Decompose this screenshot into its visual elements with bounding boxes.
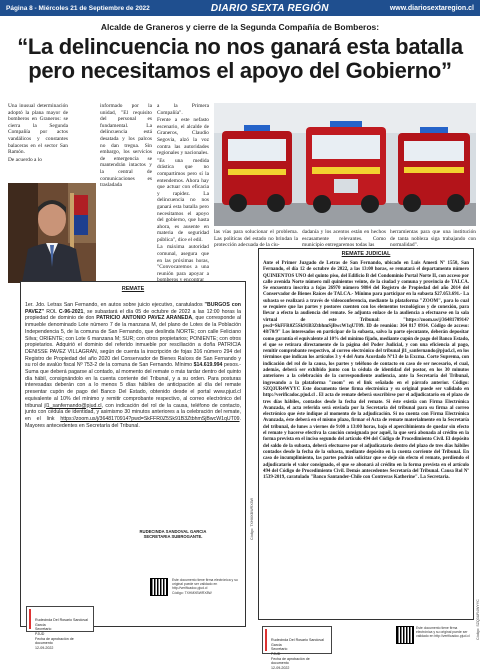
vertical-code: Código: TXHMXBWRX8W bbox=[250, 497, 254, 540]
paragraph: Frente a este nefasto escenario, el alcalde de Graneros, Claudio Segovia, alzó la voz contra las autoridades regionales y nacionales. bbox=[157, 117, 209, 157]
validation-note: Este documento tiene firma electrónica y su original puede ser validado en http://verificadoc.pjud.cl Código: TXHMXBWRX8W bbox=[172, 578, 238, 595]
article-kicker: Alcalde de Graneros y cierre de la Segunda Compañía de Bomberos: bbox=[100, 22, 380, 32]
text: 1er. Jdo. Letras San Fernando, en autos sobre juicio ejecutivo, caratulados bbox=[25, 302, 205, 308]
article-column-5: dadanía y los acentos están en hechos escasamente relevantes. Como municipio entregaremos todas las bbox=[302, 229, 386, 249]
stamp-text: Rudecinda Del Rosario Sandoval Garcia Secretario PJUD Fecha de aprobación de documento 12-09-2022 bbox=[35, 618, 88, 650]
notice-body bbox=[25, 302, 241, 429]
court-email-link[interactable]: jl1_sanfernando@pjud.cl bbox=[44, 402, 102, 409]
signature: RUDECINDA SANDOVAL GARCIA SECRETARIA SUBROGANTE. bbox=[139, 529, 207, 539]
signature-stamp bbox=[262, 626, 332, 670]
stamp-text: Rudecinda Del Rosario Sandoval Garcia Secretario PJUD Fecha de aprobación de documento 12-09-2022 bbox=[271, 638, 324, 670]
text: . Mayores antecedentes en Secretaría del Tribunal. bbox=[25, 415, 241, 429]
vertical-code: Código: SZQ3UR4WYYC bbox=[476, 599, 480, 640]
text: ROL bbox=[43, 308, 59, 315]
case-name: "BURGOS con PAVEZ" bbox=[25, 302, 241, 315]
article-column-3 bbox=[157, 103, 209, 283]
validation-note: Este documento tiene firma electrónica y su original puede ser validado en http://verificadoc.pjud.cl bbox=[416, 626, 470, 639]
paragraph: De acuerdo a lo bbox=[8, 156, 42, 163]
zoom-link[interactable]: https://zoom.us/j/3648170914?pwd=SkFFR0Z5Sk91B3ZtbhmSjBwcW1qUT09 bbox=[60, 415, 240, 422]
page-info: Página 8 - Miércoles 21 de Septiembre de 2022 bbox=[6, 4, 150, 12]
text: pesos.- Suma que deberá pagarse al contado, al momento del remate o más tardar dentro del quinto día hábil, consignándolo en la cuenta corriente del Tribunal, y a su orden. Para posturas interesadas deberán con a lo menos 5 días hábiles de anticipación al día del remate presentar cupón de pago del Banco Del Estado, obtenido desde el portal www.pjud.cl equivalente al 10% del mínimo y remitir comprobante respectivo, al correo electrónico del tribunal bbox=[25, 362, 242, 409]
minimum-amount: $14.619.994 bbox=[193, 362, 223, 369]
article-column-1 bbox=[8, 103, 68, 183]
paragraph: La máxima autoridad comunal, asegura que en las próximas horas, "Convocaremos a una reunión para apoyar a bbox=[157, 244, 209, 277]
paragraph: a la Primera Compañía". bbox=[157, 103, 209, 116]
case-rol: C-96-2021 bbox=[58, 308, 84, 315]
auction-notice-right bbox=[258, 248, 474, 620]
article-column-6: herramientas para que una institución de tanta nobleza siga trabajando con normalidad". bbox=[390, 229, 476, 249]
text: , que corresponde al inmueble denominado Lote número 7 de la manzana M, del plano de Lotes de la Población Independencia 5, de la comuna de San Fernando, que deslinda NORTE; con calle Feliciano Silva; ORIENTE; con Lote 6 manzana M; SUR; con otros propietarios; PONIENTE; con otros propietarios. Adquirió el dominio del referido inmueble por resciliación a doña PATRICIA DENISSE PAVEZ VILLAGRAN, según de cuenta la inscripción de fojas 316 número 294 del Registro de Propiedad del año 2020 del Conservador de Bienes Raíces de San Fernando y su rol de avalúo fiscal Nº 753-2 de la comuna de San Fernando. Mínimo bbox=[25, 315, 241, 369]
text: , se subastará el día 05 de octubre de 2022 a las 12:00 horas la propiedad de dominio de don bbox=[25, 308, 241, 322]
qr-code-icon bbox=[150, 578, 168, 596]
mayor-photo bbox=[8, 183, 96, 283]
auction-notice-left bbox=[20, 281, 246, 627]
article-column-2 bbox=[100, 103, 152, 283]
notice-title: REMATE JUDICIAL bbox=[341, 251, 391, 257]
website-link[interactable]: www.diariosextaregion.cl bbox=[389, 4, 474, 12]
article-headline: “La delincuencia no nos ganará esta batalla pero necesitamos el apoyo del Gobierno” bbox=[17, 34, 463, 83]
stamp-bar bbox=[29, 609, 31, 629]
paragraph: informado por la unidad, "El requisito del personal es fundamental. La delincuencia está desatada y los palcos no dan tregua. Sin embargo, los servicios de emergencia se mantendrán intactos y la central de comunicaciones es trasladada bbox=[100, 103, 152, 189]
paragraph: Una inusual determinación adoptó la plana mayor de bomberos en Graneros: se cierra la Segunda Compañía por actos vandálicos y constantes balaceras en el sector San Ramón. bbox=[8, 103, 68, 156]
page-header bbox=[0, 0, 480, 16]
signature-stamp bbox=[26, 606, 94, 650]
owner-name: PATRICIO ANTONIO PAVEZ ARANEDA bbox=[96, 315, 193, 322]
article-column-4: las vías para solucionar el problema. Las políticas del estado no brindan la protección adecuada de la ciu- bbox=[214, 229, 298, 249]
stamp-bar bbox=[265, 629, 267, 651]
text: , con indicación del rol de la causa, teléfono de contacto, junto con cédula de identidad, y asimismo 30 minutos anteriores a la celebración del remate, en el link bbox=[25, 402, 241, 422]
paragraph: "Es una medida drástica que no compartimos pero sí la entendemos. Ahora hay que actuar con eficacia y rapidez. La delincuencia no nos ganará esta batalla pero necesitamos el apoyo del gobierno, que hasta ahora, es ausente en materia de seguridad pública", dice el edil. bbox=[157, 157, 209, 243]
notice-title: REMATE bbox=[121, 286, 145, 292]
fire-trucks-photo bbox=[214, 103, 476, 226]
notice-body: Ante el Primer Juzgado de Letras de San Fernando, ubicado en Luis Amesti Nº 1550, San Fernando, el día 12 de octubre de 2022, a las 13:00 horas, se rematará el departamento número QUINIENTOS UNO del quinto piso, del Edificio B del Condominio Portal Norte II, con acceso por calle avenida Norte número mil quinientos veinte, de la ciudad y comuna y provincia de TALCA. Se encuentra inscrita a fojas 26970 número 9884 del Registro de Propiedad del año 2014 del Conservador de Bienes Raíces de TALCA.- Mínimo para participar en la subasta $27.053.691.- La subasta se realizará a través de videoconferencia, mediante la plataforma "ZOOM", para lo cual se requiere que las partes y postores cuenten con los elementos tecnológicos y de conexión, para llevar a efecto la audiencia del remate. Se adjunta enlace de la audiencia a efectuarse en la sala virtual de este Tribunal: "https://zoom.us/j/3648170914?pwd=SkFFR0Z5Sk91B3ZtbhmSjBwcW1qUT09. ID de reunión: 364 817 0914. Código de acceso: 48/70/9" Los interesados en participar de la subasta, salvo la parte ejecutante, deberán depositar como garantía el equivalente al 10% del mínimo fijado, mediante cupón de pago del Banco Estado, el que se retirara directamente de la página del Poder Judicial, y con una eficiencia al pago, remitir comprobante respectivo, al correo electrónico del tribunal jl1_sanfernando@pjud.cl, en los términos que indican los artículos 3 y 4 del Auto Acordado Nº13 de la Excma. Corte Suprema, con indicación del rol de la causa, los partes y teléfono de contacto en caso de ser necesario, el cual, además, deberá ser exhibido junto con la cédula de identidad del postor, en los 30 minutos anteriores a la celebración de la correspondiente audiencia, ante la Secretaria del Tribunal, ingresando a la plataforma "zoom" en el link señalado en el párrafo anterior. Código: SZQ3UR4WYYC Este documento tiene firma electrónica y su original puede ser validado en http://verificadoc.pjud.cl . El acta de remate deberá suscribirse por el adjudicatario en el plazo de tres días hábiles, contados desde la fecha del remate. Si éste existía con Firma Electrónica Avanzada, el acta referida será enviada por la Secretaria del tribunal para su firma al correo electrónico que éste indique al momento de la adjudicación. Si no cuenta con Firma Electrónica Avanzada, éste deberá en el mismo plazo, firmar el Acta de remate materialmente en la Secretaría del tribunal, de lunes a viernes de 9:00 a 13:00 horas, bajo el apercibimiento de quedar sin efecto el remate y hacerse efectiva la caución consignada por aquél, la que será abonada al crédito en la forma prevista en el inciso segundo del artículo 494 del Código de Procedimiento Civil. El depósito del saldo de la subasta, deberá efectuarse por el adjudicatario dentro del plazo de tres días hábiles contados desde la fecha de la subasta, mediante depósito en la cuenta corriente del Tribunal. En caso de incumplimiento, las partes podrán solicitar que se deje sin efecto el remate, perdiendo el adjudicatario el valor consignado, el que se abonará al crédito en la forma prevista en el artículo 494 del Código de Procedimiento Civil. Demás antecedentes Secretaría del Tribunal. Causa Rol Nº 1539-2019, caratulado "Banco Santander-Chile con Contreras Katherine". La Secretaria. bbox=[263, 261, 469, 481]
qr-code-icon bbox=[396, 626, 414, 644]
newspaper-brand: DIARIO SEXTA REGIÓN bbox=[210, 2, 329, 14]
